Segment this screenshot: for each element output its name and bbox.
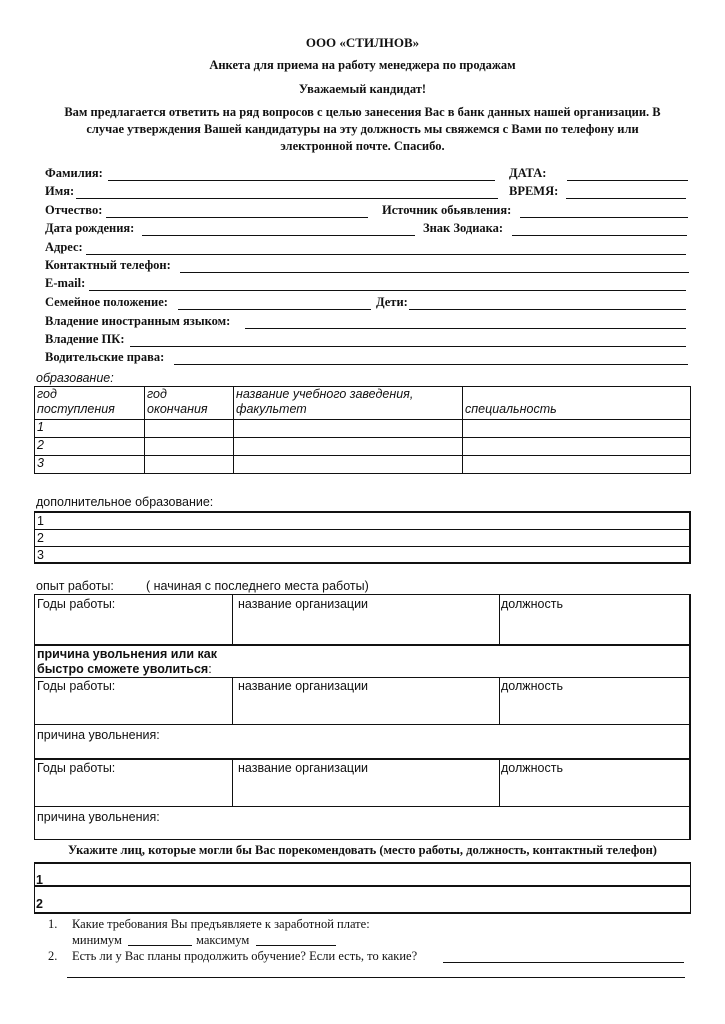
table-row xyxy=(35,438,691,456)
name-field[interactable] xyxy=(76,198,498,199)
ad-source-label: Источник обьявления: xyxy=(382,203,512,217)
zodiac-label: Знак Зодиака: xyxy=(423,221,504,235)
languages-label: Владение иностранным языком: xyxy=(45,314,231,328)
greeting: Уважаемый кандидат! xyxy=(298,82,427,96)
list-item[interactable]: 2 xyxy=(36,897,43,911)
position-label: должность xyxy=(501,597,563,611)
surname-label: Фамилия: xyxy=(45,166,103,180)
table-row xyxy=(35,420,691,438)
date-field[interactable] xyxy=(567,180,688,181)
email-field[interactable] xyxy=(89,290,686,291)
education-header-start: год поступления xyxy=(35,387,145,420)
ad-source-field[interactable] xyxy=(520,217,688,218)
max-label: максимум xyxy=(196,933,250,947)
org-label: название организации xyxy=(238,597,369,611)
phone-label: Контактный телефон: xyxy=(45,258,171,272)
position-label: должность xyxy=(501,761,563,775)
email-label: E-mail: xyxy=(45,276,86,290)
years-label: Годы работы: xyxy=(37,679,116,693)
time-field[interactable] xyxy=(566,198,686,199)
pc-field[interactable] xyxy=(130,346,686,347)
languages-field[interactable] xyxy=(245,328,686,329)
education-header-row xyxy=(35,387,691,420)
references-table xyxy=(34,862,691,914)
table-row xyxy=(35,456,691,474)
extra-education-label: дополнительное образование: xyxy=(36,495,214,509)
experience-block-2 xyxy=(35,678,690,725)
education-label: образование: xyxy=(36,371,114,385)
address-label: Адрес: xyxy=(45,240,83,254)
education-header-end: год окончания xyxy=(145,387,234,420)
list-item[interactable]: 3 xyxy=(37,548,44,562)
education-header-school: название учебного заведения, факультет xyxy=(234,387,463,420)
education-row-number: 3 xyxy=(35,456,145,474)
question-2-number: 2. xyxy=(48,949,58,963)
org-label: название организации xyxy=(238,679,369,693)
patronymic-label: Отчество: xyxy=(45,203,103,217)
experience-note: ( начиная с последнего места работы) xyxy=(146,579,369,593)
experience-block-1 xyxy=(35,595,690,646)
max-salary-field[interactable] xyxy=(256,945,336,946)
education-row-number: 2 xyxy=(35,438,145,456)
birth-date-label: Дата рождения: xyxy=(45,221,135,235)
question-2-text: Есть ли у Вас планы продолжить обучение? Если есть, то какие? xyxy=(72,949,418,963)
years-label: Годы работы: xyxy=(37,597,116,611)
address-field[interactable] xyxy=(86,254,686,255)
intro-text: Вам предлагается ответить на ряд вопросов с целью занесения Вас в банк данных нашей организации. В случае утверждения Вашей кандидатуры на эту должность мы свяжемся с Вами по телефону или электронной почте. Спасибо. xyxy=(64,105,661,153)
children-label: Дети: xyxy=(376,295,408,309)
education-table xyxy=(34,386,691,474)
patronymic-field[interactable] xyxy=(106,217,368,218)
org-label: название организации xyxy=(238,761,369,775)
birth-date-field[interactable] xyxy=(142,235,415,236)
education-row-number: 1 xyxy=(35,420,145,438)
question-1-number: 1. xyxy=(48,917,58,931)
pc-label: Владение ПК: xyxy=(45,332,125,346)
time-label: ВРЕМЯ: xyxy=(509,184,559,198)
children-field[interactable] xyxy=(409,309,686,310)
position-label: должность xyxy=(501,679,563,693)
license-field[interactable] xyxy=(174,364,688,365)
study-plans-field[interactable] xyxy=(443,962,684,963)
marital-field[interactable] xyxy=(178,309,371,310)
license-label: Водительские права: xyxy=(45,350,165,364)
question-1-text: Какие требования Вы предъявляете к заработной плате: xyxy=(72,917,370,931)
reason-label: причина увольнения: xyxy=(37,810,160,824)
list-item[interactable]: 1 xyxy=(35,864,690,887)
education-header-specialty: специальность xyxy=(463,387,691,420)
marital-label: Семейное положение: xyxy=(45,295,168,309)
min-label: минимум xyxy=(72,933,122,947)
name-label: Имя: xyxy=(45,184,75,198)
date-label: ДАТА: xyxy=(509,166,547,180)
phone-field[interactable] xyxy=(180,272,689,273)
experience-table xyxy=(34,594,691,840)
min-salary-field[interactable] xyxy=(128,945,192,946)
study-plans-field-line-2[interactable] xyxy=(67,977,685,978)
experience-block-3 xyxy=(35,760,690,807)
experience-label: опыт работы: xyxy=(36,579,114,593)
form-title: Анкета для приема на работу менеджера по продажам xyxy=(209,58,516,72)
surname-field[interactable] xyxy=(108,180,495,181)
list-item[interactable]: 2 xyxy=(35,530,689,547)
reason-label: причина увольнения: xyxy=(37,728,160,742)
years-label: Годы работы: xyxy=(37,761,116,775)
references-title: Укажите лиц, которые могли бы Вас порекомендовать (место работы, должность, контактный телефон) xyxy=(68,843,657,857)
reason-first-label: причина увольнения или как быстро сможете уволиться: xyxy=(37,647,217,676)
zodiac-field[interactable] xyxy=(512,235,687,236)
company-name: ООО «СТИЛНОВ» xyxy=(305,35,420,50)
list-item[interactable]: 1 xyxy=(35,513,689,530)
extra-education-table xyxy=(34,511,691,564)
